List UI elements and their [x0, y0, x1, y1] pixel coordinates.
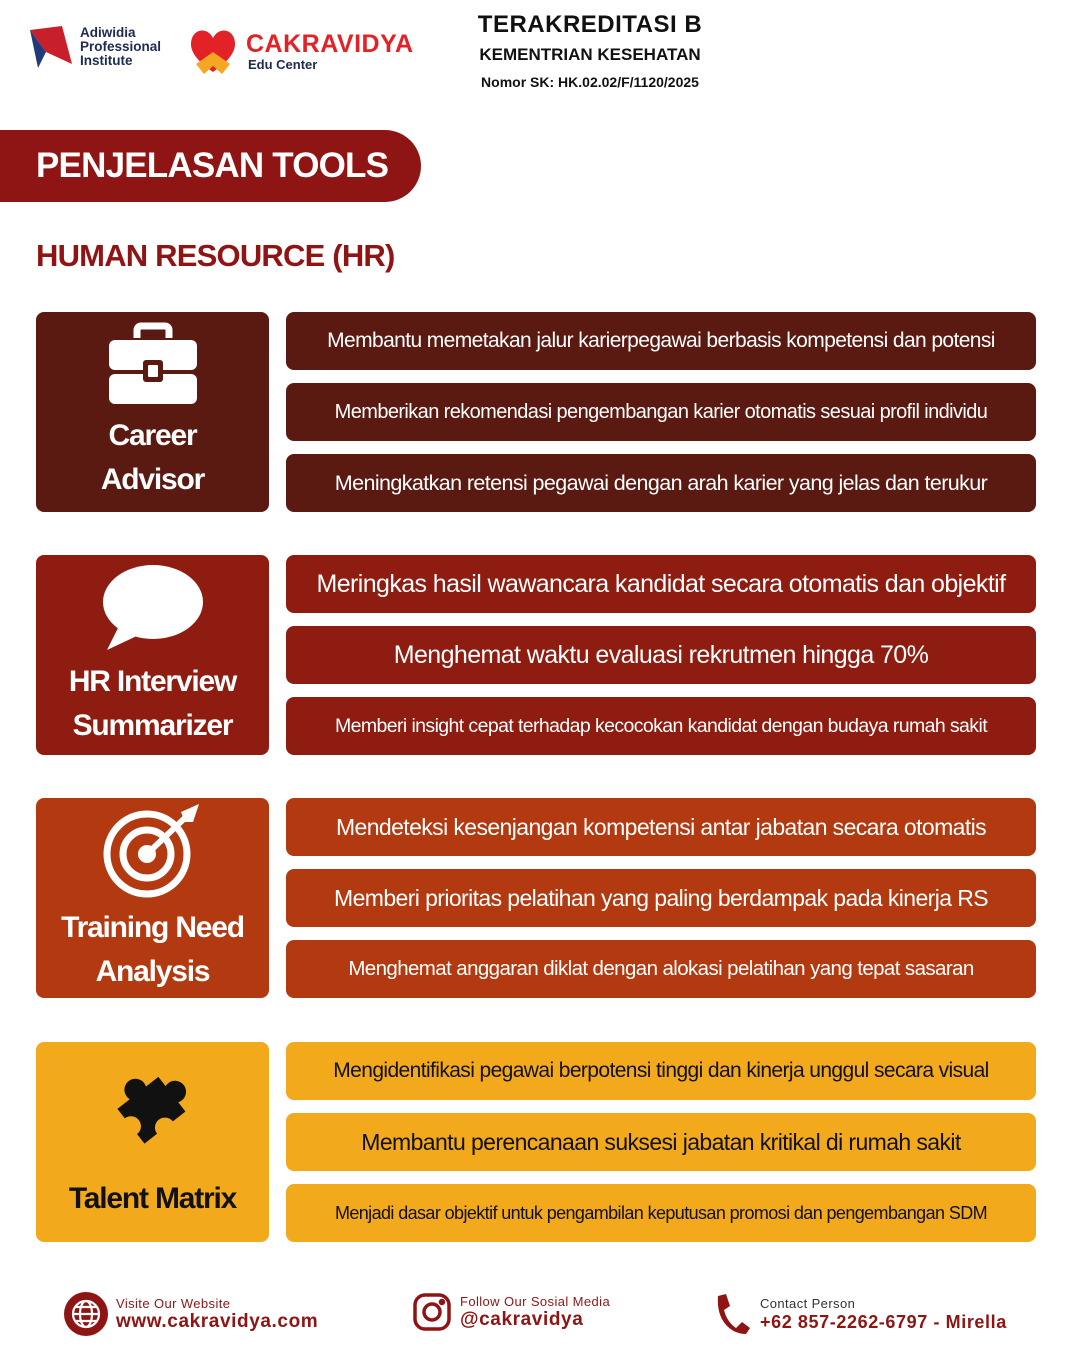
globe-icon — [64, 1292, 108, 1336]
tool-name: Career Advisor — [100, 419, 205, 496]
tool-card — [36, 555, 269, 755]
accreditation-status: TERAKREDITASI B — [477, 11, 703, 38]
speech-bubble-icon — [101, 562, 205, 652]
tool-point: Memberi prioritas pelatihan yang paling berdampak pada kinerja RS — [286, 869, 1036, 927]
tool-point: Memberi insight cepat terhadap kecocokan kandidat dengan budaya rumah sakit — [286, 697, 1036, 755]
ministry-name: KEMENTRIAN KESEHATAN — [479, 45, 701, 64]
sk-number: Nomor SK: HK.02.02/F/1120/2025 — [481, 74, 699, 90]
contact-number[interactable]: +62 857-2262-6797 - Mirella — [760, 1311, 1007, 1332]
social-handle[interactable]: @cakravidya — [460, 1308, 584, 1330]
phone-icon — [712, 1292, 752, 1336]
tool-point: Mendeteksi kesenjangan kompetensi antar jabatan secara otomatis — [286, 798, 1036, 856]
accreditation-block — [440, 10, 740, 94]
adiwidia-logo — [28, 24, 161, 70]
tool-training-need-analysis — [36, 798, 1036, 998]
tool-point: Meringkas hasil wawancara kandidat secara otomatis dan objektif — [286, 555, 1036, 613]
tool-point: Memberikan rekomendasi pengembangan karier otomatis sesuai profil individu — [286, 383, 1036, 441]
footer-website[interactable] — [64, 1292, 318, 1336]
adiwidia-line-2: Professional — [80, 39, 162, 54]
tool-card — [36, 312, 269, 512]
cakravidya-name: CAKRAVIDYA — [246, 29, 414, 58]
cakravidya-logo — [186, 24, 414, 78]
contact-label: Contact Person — [760, 1295, 856, 1311]
tool-hr-interview-summarizer — [36, 555, 1036, 755]
banner-title: PENJELASAN TOOLS — [36, 146, 389, 185]
cakravidya-heart-icon — [186, 24, 240, 78]
cakravidya-subtitle: Edu Center — [248, 56, 318, 72]
page-banner — [0, 130, 421, 202]
tool-point: Menghemat waktu evaluasi rekrutmen hingga 70% — [286, 626, 1036, 684]
tool-name: Talent Matrix — [68, 1182, 237, 1215]
adiwidia-line-3: Institute — [80, 53, 133, 68]
adiwidia-line-1: Adiwidia — [80, 25, 136, 40]
tool-point: Membantu perencanaan suksesi jabatan kritikal di rumah sakit — [286, 1113, 1036, 1171]
target-icon — [101, 802, 205, 898]
tool-name: HR Interview Summarizer — [68, 665, 237, 742]
tool-point: Membantu memetakan jalur karierpegawai berbasis kompetensi dan potensi — [286, 312, 1036, 370]
tool-point: Menjadi dasar objektif untuk pengambilan keputusan promosi dan pengembangan SDM — [286, 1184, 1036, 1242]
tool-career-advisor — [36, 312, 1036, 512]
footer-contact[interactable] — [712, 1292, 1007, 1336]
section-title: HUMAN RESOURCE (HR) — [36, 238, 395, 273]
website-link[interactable]: www.cakravidya.com — [116, 1310, 319, 1332]
tool-point: Meningkatkan retensi pegawai dengan arah karier yang jelas dan terukur — [286, 454, 1036, 512]
footer-social[interactable] — [412, 1292, 610, 1332]
instagram-icon — [412, 1292, 452, 1332]
adiwidia-mark-icon — [28, 24, 74, 70]
briefcase-icon — [107, 322, 199, 406]
tool-card — [36, 1042, 269, 1242]
social-label: Follow Our Sosial Media — [460, 1293, 611, 1309]
tool-card — [36, 798, 269, 998]
tool-name: Training Need Analysis — [61, 911, 244, 988]
tool-talent-matrix — [36, 1042, 1036, 1242]
website-label: Visite Our Website — [116, 1295, 231, 1311]
tool-point: Menghemat anggaran diklat dengan alokasi pelatihan yang tepat sasaran — [286, 940, 1036, 998]
puzzle-icon — [105, 1063, 201, 1155]
tool-point: Mengidentifikasi pegawai berpotensi tinggi dan kinerja unggul secara visual — [286, 1042, 1036, 1100]
